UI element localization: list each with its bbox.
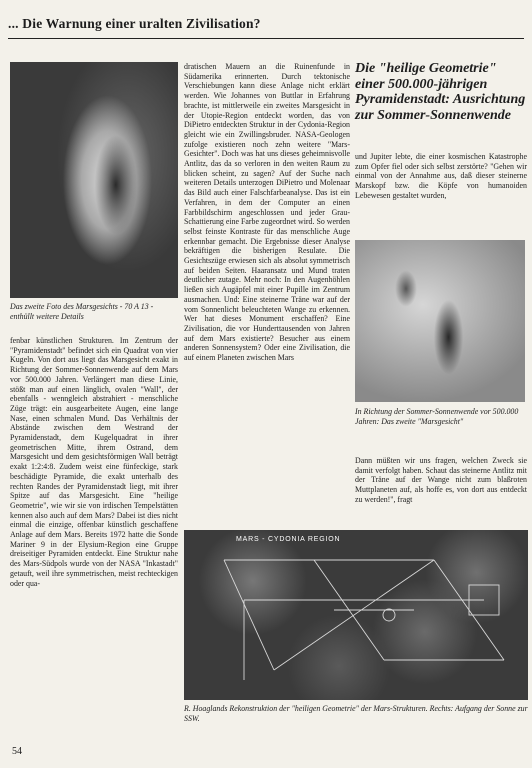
map-region-label: MARS - CYDONIA REGION: [236, 536, 341, 543]
text-column-2: [184, 62, 350, 534]
column-3-lower-text: Dann müßten wir uns fragen, welchen Zweck sie damit verfolgt haben. Schaut das steinerne Antlitz mit der Träne auf der Wange nicht zum blaßroten Muttplaneten auf, als hoffe es, von dort aus entdeckt zu werden!", fragt: [355, 456, 527, 504]
second-face-photo: [355, 240, 525, 402]
mars-face-photo: [10, 62, 178, 298]
text-column-1: [10, 336, 178, 734]
article-headline: Die "heilige Geometrie" einer 500.000-jährigen Pyramidenstadt: Ausrichtung zur Sommer-Sonnenwende: [355, 61, 526, 123]
column-1-text: fenbar künstlichen Strukturen. Im Zentrum der "Pyramidenstadt" befindet sich ein Quadrat von vier Kugeln. Von dort aus liegt das Marsgesicht exakt in Richtung der Sommer-Sonnenwende auf dem Mars vor 500.000 Jahren. Verlängert man diese Linie, stößt man auf einen länglich, ovalen "Wall", der ebenfalls - wenngleich abstrahiert - menschliche Züge trägt: ein ausgearbeitete Augen, eine lange Nase, einen schmalen Mund. Das Verhältnis der Abstände zwischen dem Westrand der Pyramidenstadt, dem Kugelquadrat in ihrer geometrischen Mitte, ihrem Ostrand, dem Marsgesicht und dem gesichtsförmigen Wall beträgt exakt 1:2:4:8. Zudem weist eine fünfeckige, stark beschädigte Pyramide, die exakt unterhalb des rechten Randes der Pyramidenstadt liegt, mit ihrer Spitze auf das Marsgesicht. Eine "heilige Geometrie", wie wir sie von irdischen Tempelstätten kennen also auch auf dem Mars? Dabei ist dies nicht einmal die einzige, offenbar künstlich geschaffene Anlage auf dem Mars. Bereits 1972 hatte die Sonde Mariner 9 in der Elysium-Region eine Gruppe dreiseitiger Pyramiden entdeckt. Eine Struktur nahe des Mars-Südpols wurde von der NASA "Inkastadt" getauft, weil ihre symmetrischen, meist rechteckigen oder qua-: [10, 336, 178, 588]
map-caption: R. Hoaglands Rekonstruktion der "heiligen Geometrie" der Mars-Strukturen. Rechts: Aufgang der Sonne zur SSW.: [184, 704, 528, 723]
text-column-3-upper: [355, 152, 527, 240]
header-rule: [8, 38, 524, 39]
header-title: ... Die Warnung einer uralten Zivilisation?: [8, 16, 261, 31]
page-number: 54: [12, 746, 22, 757]
geometry-overlay: [184, 530, 528, 700]
column-3-upper-text: und Jupiter lebte, die einer kosmischen Katastrophe zum Opfer fiel oder sich selbst zerstörte? "Gehen wir einmal von der Annahme aus, daß dieser steinerne Marskopf bzw. die Köpfe von humanoiden Lebewesen gestaltet wurden,: [355, 152, 527, 200]
face-photo-caption: Das zweite Foto des Marsgesichts - 70 A 13 - enthüllt weitere Details: [10, 302, 154, 321]
cydonia-map-photo: [184, 530, 528, 700]
text-column-3-lower: [355, 456, 527, 528]
second-face-caption: In Richtung der Sommer-Sonnenwende vor 500.000 Jahren: Das zweite "Marsgesicht": [355, 407, 519, 426]
column-2-text: dratischen Mauern an die Ruinenfunde in Südamerika erinnerten. Durch tektonische Verschiebungen kann diese Anlage nicht erklärt werden. Wie Johannes von Buttlar in Erfahrung brachte, ist mittlerweile ein zweites Marsgesicht in der Utopie-Region entdeckt worden, das von DiPietro entdeckten Struktur in der Cydonia-Region gleicht wie ein Zwillingsbruder. NASA-Geologen zufolge existieren noch zehn weitere "Mars-Gesichter". Doch was hat uns dieses geheimnisvolle Antlitz, das da so verloren in den weiten Raum zu blicken scheint, zu sagen? Auf der Suche nach weiteren Details unterzogen DiPietro und Molenaar das Bild auch einer Falschfarbeanalyse. Das ist ein Verfahren, in dem der Computer an einen Farbbildschirm angeschlossen und jeder Grau-Schattierung eine Farbe zugeordnet wird. So werden selbst feinste Kontraste für das menschliche Auge erkennbar gemacht. Die Ergebnisse dieser Analyse bekräftigen die bisherigen Resulate. Die Gesichtszüge erwiesen sich als absolut symmetrisch auf beiden Seiten. Haaransatz und Mund traten deutlicher zutage. Mehr noch: In den Augenhöhlen ließen sich Augäpfel mit einer Pupille im Zentrum ausmachen. Und: Eine steinerne Träne war auf der vom Sonnenlicht beleuchteten Wange zu erkennen. Wer hat dieses Monument erschaffen? Eine Zivilisation, die vor Hunderttausenden von Jahren auf dem Mars existierte? Besucher aus einem anderen Sonnensystem? Oder eine Zivilisation, die auf einem Planeten zwischen Mars: [184, 62, 350, 363]
